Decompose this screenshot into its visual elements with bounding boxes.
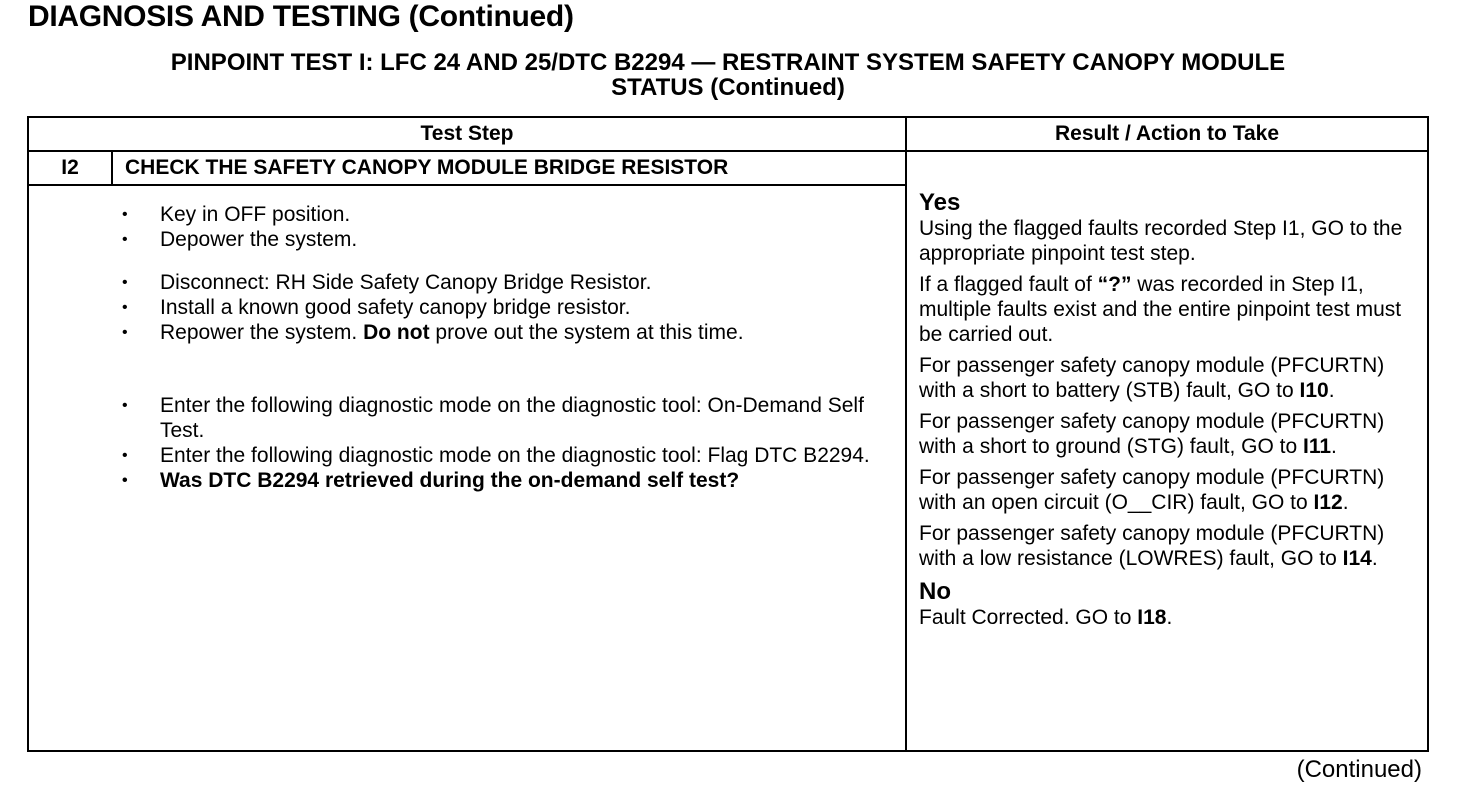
step-reference[interactable]: I11 <box>1303 435 1332 458</box>
result-yes-paragraph: For passenger safety canopy module (PFCURTN) with a low resistance (LOWRES) fault, GO to I14. <box>919 522 1385 570</box>
result-yes-paragraph: For passenger safety canopy module (PFCURTN) with an open circuit (O__CIR) fault, GO to I12. <box>919 466 1385 514</box>
step-id: I2 <box>28 151 112 185</box>
list-item: • Enter the following diagnostic mode on the diagnostic tool: Flag DTC B2294. <box>122 443 905 468</box>
step-heading-row <box>28 151 1428 185</box>
result-no-heading: No <box>919 578 951 605</box>
result-yes-paragraph: Using the flagged faults recorded Step I1, GO to the appropriate pinpoint test step. <box>919 217 1403 265</box>
list-item: • Disconnect: RH Side Safety Canopy Bridge Resistor. <box>122 270 905 295</box>
list-item: • Repower the system. Do not prove out the system at this time. <box>122 320 905 345</box>
test-step-table <box>27 116 1429 752</box>
result-yes-paragraph: For passenger safety canopy module (PFCURTN) with a short to battery (STB) fault, GO to I10. <box>919 354 1385 402</box>
result-no-paragraph: Fault Corrected. GO to I18. <box>919 606 1173 629</box>
step-reference[interactable]: I10 <box>1299 379 1329 402</box>
step-reference[interactable]: I18 <box>1137 606 1167 629</box>
header-result-action: Result / Action to Take <box>906 117 1428 151</box>
list-item-question: • Was DTC B2294 retrieved during the on-demand self test? <box>122 468 905 493</box>
pinpoint-test-subtitle <box>28 50 1428 100</box>
instruction-group <box>112 270 905 345</box>
list-item: • Enter the following diagnostic mode on the diagnostic tool: On-Demand Self Test. <box>122 393 905 443</box>
table-header-row <box>28 117 1428 151</box>
list-item: • Key in OFF position. <box>122 202 905 227</box>
step-reference[interactable]: I12 <box>1313 491 1343 514</box>
result-yes-paragraph: For passenger safety canopy module (PFCURTN) with a short to ground (STG) fault, GO to I11. <box>919 410 1385 458</box>
result-yes-paragraph: If a flagged fault of “?” was recorded in Step I1, multiple faults exist and the entire pinpoint test must be carried out. <box>919 273 1402 346</box>
step-id-blank <box>28 185 112 751</box>
list-item: • Install a known good safety canopy bridge resistor. <box>122 295 905 320</box>
step-title: CHECK THE SAFETY CANOPY MODULE BRIDGE RESISTOR <box>112 151 906 185</box>
result-yes-heading: Yes <box>919 189 961 216</box>
step-instructions <box>112 185 906 751</box>
list-item: • Depower the system. <box>122 227 905 252</box>
step-reference[interactable]: I14 <box>1342 547 1372 570</box>
instruction-group <box>112 393 905 493</box>
subtitle-line-2: STATUS (Continued) <box>611 74 845 101</box>
result-action-cell <box>906 151 1428 751</box>
header-test-step: Test Step <box>28 117 906 151</box>
instruction-group <box>112 202 905 252</box>
page-title: DIAGNOSIS AND TESTING (Continued) <box>28 0 574 33</box>
continued-label: (Continued) <box>1296 756 1422 783</box>
subtitle-line-1: PINPOINT TEST I: LFC 24 AND 25/DTC B2294 — RESTRAINT SYSTEM SAFETY CANOPY MODULE <box>170 49 1286 76</box>
